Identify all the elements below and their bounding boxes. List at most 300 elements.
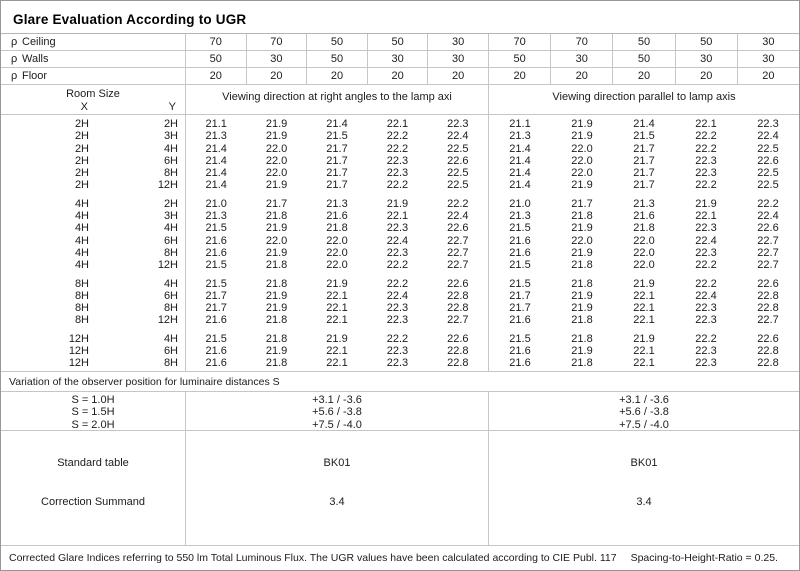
ugr-value: 22.5	[447, 179, 469, 192]
reflectance-row-label	[1, 51, 185, 67]
room-size-row	[1, 259, 185, 271]
room-size-row	[1, 290, 185, 302]
ugr-value: 21.6	[509, 357, 531, 370]
ugr-value: 22.8	[447, 289, 469, 302]
ugr-value: 21.4	[326, 118, 348, 130]
ugr-value: 22.0	[571, 154, 593, 167]
reflectance-values-left	[185, 51, 488, 67]
ugr-value: 21.6	[205, 345, 227, 358]
column-header-band	[1, 85, 799, 115]
ugr-value: 22.8	[447, 302, 469, 315]
s-correction-left-panel	[185, 392, 488, 430]
room-y-value: 8H	[163, 246, 178, 259]
ugr-value: 21.4	[205, 179, 227, 192]
ugr-value: 22.6	[447, 277, 469, 290]
ugr-values-row-right	[489, 333, 799, 345]
ugr-values-row-left	[186, 198, 488, 210]
room-x-value: 2H	[74, 130, 89, 143]
rho-symbol: ρ	[11, 36, 18, 48]
reflectance-values-right	[488, 34, 799, 50]
ugr-value: 21.6	[205, 357, 227, 370]
ugr-values-row-right	[489, 222, 799, 234]
ugr-value: 21.7	[509, 302, 531, 315]
reflectance-values-left	[185, 68, 488, 84]
room-size-row	[1, 235, 185, 247]
room-size-header	[1, 85, 185, 114]
ugr-value: 22.8	[757, 345, 779, 358]
ugr-value: 21.8	[326, 222, 348, 235]
reflectance-value-cell: 50	[367, 34, 428, 50]
ugr-value: 21.1	[205, 118, 227, 130]
ugr-value: 22.6	[757, 154, 779, 167]
ugr-value: 22.8	[447, 357, 469, 370]
ugr-value: 22.6	[447, 332, 469, 345]
reflectance-value-cell: 30	[427, 51, 488, 67]
room-x-value: 4H	[74, 246, 89, 259]
ugr-value: 21.8	[265, 314, 288, 327]
ugr-value: 22.1	[695, 118, 717, 130]
ugr-value: 22.7	[447, 234, 469, 247]
ugr-value: 22.0	[326, 234, 348, 247]
reflectance-value-cell: 20	[737, 68, 799, 84]
ugr-value: 22.2	[447, 197, 469, 210]
ugr-values-row-right	[489, 314, 799, 326]
ugr-value: 21.4	[509, 154, 531, 167]
reflectance-value-cell: 20	[427, 68, 488, 84]
ugr-values-row-left	[186, 155, 488, 167]
reflectance-value-cell: 50	[675, 34, 737, 50]
ugr-value: 22.4	[695, 234, 717, 247]
ugr-value: 22.2	[386, 142, 409, 155]
ugr-value: 22.3	[386, 246, 409, 259]
ugr-value: 22.6	[757, 277, 779, 290]
room-x-value: 8H	[74, 314, 89, 327]
footer-band	[1, 546, 799, 570]
summary-value-left: 3.4	[329, 496, 345, 508]
ugr-value: 22.4	[757, 130, 779, 143]
ugr-value: 21.6	[633, 210, 655, 223]
s-distance-label: S = 1.0H	[71, 394, 115, 406]
ugr-value: 22.1	[386, 118, 409, 130]
room-y-value: 12H	[157, 259, 178, 272]
reflectance-row-label	[1, 34, 185, 50]
ugr-value: 21.9	[265, 222, 288, 235]
room-size-label: Room Size	[66, 88, 120, 100]
ugr-value: 22.2	[695, 277, 717, 290]
ugr-value: 22.1	[633, 302, 655, 315]
room-size-row	[1, 179, 185, 191]
ugr-values-row-right	[489, 198, 799, 210]
reflectance-value-cell: 30	[246, 51, 307, 67]
title-band	[1, 1, 799, 34]
ugr-value: 21.9	[571, 179, 593, 192]
room-y-value: 12H	[157, 314, 178, 327]
ugr-value: 22.1	[326, 302, 348, 315]
ugr-value: 21.5	[509, 222, 531, 235]
ugr-value: 21.8	[265, 277, 288, 290]
ugr-values-row-left	[186, 259, 488, 271]
ugr-value: 22.6	[757, 222, 779, 235]
room-y-value: 12H	[157, 179, 178, 192]
ugr-value: 21.3	[326, 197, 348, 210]
s-distance-label: S = 2.0H	[71, 418, 115, 431]
ugr-values-row-right	[489, 210, 799, 222]
ugr-value: 21.7	[326, 179, 348, 192]
ugr-value: 22.4	[447, 130, 469, 143]
ugr-value: 22.2	[757, 197, 779, 210]
reflectance-value-cell: 70	[488, 34, 550, 50]
room-x-value: 2H	[74, 154, 89, 167]
ugr-value: 22.3	[695, 246, 717, 259]
ugr-value: 22.0	[265, 154, 288, 167]
ugr-value: 21.9	[571, 222, 593, 235]
ugr-value: 22.7	[447, 314, 469, 327]
room-y-value: 2H	[163, 197, 178, 210]
ugr-value: 22.3	[386, 314, 409, 327]
ugr-value: 21.5	[326, 130, 348, 143]
ugr-value: 21.5	[205, 222, 227, 235]
room-size-row	[1, 314, 185, 326]
ugr-value: 21.3	[509, 210, 531, 223]
ugr-value: 22.0	[326, 259, 348, 272]
reflectance-values-right	[488, 51, 799, 67]
ugr-values-row-left	[186, 143, 488, 155]
ugr-value: 21.8	[265, 332, 288, 345]
room-y-value: 4H	[163, 277, 178, 290]
room-y-value: 3H	[163, 210, 178, 223]
room-size-row	[1, 167, 185, 179]
ugr-values-row-right	[489, 179, 799, 191]
ugr-value: 22.8	[757, 289, 779, 302]
ugr-values-row-left	[186, 130, 488, 142]
variation-band: Variation of the observer position for luminaire distances S	[1, 372, 799, 392]
ugr-value: 21.9	[571, 302, 593, 315]
ugr-value: 21.3	[633, 197, 655, 210]
ugr-value: 22.2	[695, 332, 717, 345]
reflectance-value-cell: 30	[427, 34, 488, 50]
room-size-row	[1, 247, 185, 259]
s-distance-label: S = 1.5H	[71, 406, 115, 419]
ugr-value: 22.2	[386, 332, 409, 345]
ugr-value: 21.5	[205, 332, 227, 345]
reflectance-row	[1, 34, 799, 51]
ugr-value: 22.1	[326, 345, 348, 358]
ugr-value: 22.0	[633, 234, 655, 247]
ugr-value: 22.1	[633, 289, 655, 302]
ugr-value: 22.4	[386, 289, 409, 302]
reflectance-value-cell: 30	[737, 51, 799, 67]
ugr-value: 22.0	[265, 234, 288, 247]
reflectance-values-right	[488, 68, 799, 84]
reflectance-value-cell: 70	[185, 34, 246, 50]
ugr-value: 21.4	[509, 142, 531, 155]
s-correction-left: +5.6 / -3.8	[312, 406, 362, 419]
ugr-value: 22.3	[386, 345, 409, 358]
reflectance-value-cell: 20	[367, 68, 428, 84]
ugr-values-row-left	[186, 278, 488, 290]
ugr-value: 22.3	[695, 222, 717, 235]
ugr-value: 21.9	[571, 130, 593, 143]
room-size-row	[1, 130, 185, 142]
s-correction-right-panel	[488, 392, 799, 430]
ugr-value: 21.9	[265, 118, 288, 130]
room-size-row	[1, 222, 185, 234]
ugr-value: 21.7	[265, 197, 288, 210]
reflectance-table	[1, 34, 799, 85]
reflectance-value-cell: 20	[185, 68, 246, 84]
ugr-value: 21.7	[326, 154, 348, 167]
ugr-value: 21.6	[509, 314, 531, 327]
room-x-value: 4H	[74, 197, 89, 210]
ugr-value: 21.9	[265, 345, 288, 358]
reflectance-surface-label: Ceiling	[22, 36, 56, 48]
ugr-value: 21.9	[326, 277, 348, 290]
ugr-value: 21.9	[326, 332, 348, 345]
room-size-column	[1, 115, 185, 371]
ugr-value: 22.3	[695, 167, 717, 180]
ugr-value: 21.7	[326, 142, 348, 155]
reflectance-value-cell: 20	[612, 68, 674, 84]
ugr-values-row-right	[489, 247, 799, 259]
ugr-value: 21.4	[205, 167, 227, 180]
ugr-value: 21.3	[205, 130, 227, 143]
ugr-values-row-right	[489, 290, 799, 302]
reflectance-value-cell: 50	[306, 34, 367, 50]
ugr-value: 22.7	[757, 314, 779, 327]
ugr-value: 21.9	[265, 179, 288, 192]
ugr-value: 22.2	[695, 179, 717, 192]
ugr-value: 21.5	[205, 259, 227, 272]
x-column-label: X	[80, 101, 88, 113]
s-correction-left: +3.1 / -3.6	[312, 394, 362, 406]
ugr-value: 21.9	[571, 345, 593, 358]
ugr-value: 21.7	[205, 302, 227, 315]
ugr-value: 22.4	[757, 210, 779, 223]
ugr-values-row-left	[186, 210, 488, 222]
room-size-row	[1, 357, 185, 369]
room-size-row	[1, 143, 185, 155]
room-y-value: 6H	[163, 154, 178, 167]
room-x-value: 2H	[74, 142, 89, 155]
ugr-values-row-left	[186, 333, 488, 345]
right-angles-header: Viewing direction at right angles to the lamp axi	[185, 85, 488, 114]
room-x-value: 4H	[74, 234, 89, 247]
ugr-value: 21.6	[326, 210, 348, 223]
ugr-value: 22.8	[757, 302, 779, 315]
footer-spacing-ratio: Spacing-to-Height-Ratio = 0.25.	[630, 552, 778, 564]
ugr-values-row-right	[489, 155, 799, 167]
reflectance-value-cell: 30	[737, 34, 799, 50]
ugr-value: 22.3	[386, 222, 409, 235]
parallel-values-panel	[488, 115, 799, 371]
y-column-label: Y	[168, 101, 176, 113]
reflectance-value-cell: 70	[550, 34, 612, 50]
rho-symbol: ρ	[11, 53, 18, 65]
room-x-value: 4H	[74, 210, 89, 223]
parallel-header: Viewing direction parallel to lamp axis	[488, 85, 799, 114]
reflectance-value-cell: 20	[488, 68, 550, 84]
ugr-value: 22.5	[447, 167, 469, 180]
reflectance-value-cell: 30	[367, 51, 428, 67]
ugr-value: 22.3	[386, 154, 409, 167]
ugr-value: 22.2	[386, 179, 409, 192]
ugr-value: 22.1	[386, 210, 409, 223]
reflectance-row	[1, 51, 799, 68]
ugr-value: 21.3	[509, 130, 531, 143]
ugr-value: 21.9	[265, 130, 288, 143]
ugr-value: 22.5	[447, 142, 469, 155]
reflectance-value-cell: 50	[488, 51, 550, 67]
room-x-value: 4H	[74, 222, 89, 235]
ugr-value: 21.7	[509, 289, 531, 302]
ugr-value: 22.3	[386, 357, 409, 370]
s-correction-right: +7.5 / -4.0	[619, 418, 669, 431]
ugr-value: 22.6	[447, 154, 469, 167]
room-y-value: 2H	[163, 118, 178, 130]
ugr-value: 21.4	[205, 142, 227, 155]
reflectance-value-cell: 20	[246, 68, 307, 84]
reflectance-value-cell: 70	[246, 34, 307, 50]
ugr-value: 21.9	[633, 332, 655, 345]
ugr-value: 21.5	[509, 332, 531, 345]
ugr-value: 21.8	[265, 259, 288, 272]
xy-header-row	[1, 101, 185, 113]
ugr-value: 22.5	[757, 179, 779, 192]
room-y-value: 8H	[163, 357, 178, 370]
ugr-value: 21.5	[205, 277, 227, 290]
ugr-values-row-left	[186, 345, 488, 357]
s-correction-right: +3.1 / -3.6	[619, 394, 669, 406]
reflectance-value-cell: 30	[550, 51, 612, 67]
ugr-values-row-left	[186, 302, 488, 314]
ugr-value: 21.4	[205, 154, 227, 167]
summary-right-panel	[488, 431, 799, 545]
footer-note: Corrected Glare Indices referring to 550 lm Total Luminous Flux. The UGR values have been calculated according to CIE Publ. 117	[9, 552, 617, 564]
ugr-value: 21.6	[205, 234, 227, 247]
reflectance-value-cell: 50	[306, 51, 367, 67]
room-y-value: 4H	[163, 142, 178, 155]
ugr-value: 22.7	[757, 246, 779, 259]
ugr-value: 22.5	[757, 142, 779, 155]
reflectance-value-cell: 50	[612, 51, 674, 67]
ugr-value: 22.0	[571, 167, 593, 180]
ugr-value: 22.0	[571, 142, 593, 155]
ugr-data-band	[1, 115, 799, 372]
ugr-value: 22.0	[265, 167, 288, 180]
room-x-value: 2H	[74, 179, 89, 192]
room-size-row	[1, 333, 185, 345]
ugr-values-row-left	[186, 118, 488, 130]
ugr-values-row-left	[186, 314, 488, 326]
ugr-value: 21.0	[509, 197, 531, 210]
ugr-value: 22.1	[633, 357, 655, 370]
ugr-values-row-left	[186, 290, 488, 302]
ugr-values-row-right	[489, 259, 799, 271]
ugr-value: 21.9	[633, 277, 655, 290]
reflectance-value-cell: 20	[675, 68, 737, 84]
reflectance-surface-label: Floor	[22, 70, 48, 82]
ugr-value: 21.9	[265, 289, 288, 302]
room-size-row	[1, 198, 185, 210]
rho-symbol: ρ	[11, 70, 18, 82]
ugr-value: 21.7	[326, 167, 348, 180]
reflectance-row-label	[1, 68, 185, 84]
reflectance-surface-label: Walls	[22, 53, 49, 65]
room-x-value: 8H	[74, 289, 89, 302]
summary-band	[1, 431, 799, 546]
ugr-value: 22.4	[695, 289, 717, 302]
ugr-value: 22.1	[633, 314, 655, 327]
ugr-value: 22.3	[386, 302, 409, 315]
reflectance-values-left	[185, 34, 488, 50]
ugr-value: 22.3	[695, 345, 717, 358]
ugr-value: 21.8	[633, 222, 655, 235]
ugr-value: 21.8	[571, 314, 593, 327]
ugr-values-row-right	[489, 302, 799, 314]
ugr-value: 22.3	[695, 154, 717, 167]
reflectance-value-cell: 30	[675, 51, 737, 67]
room-y-value: 4H	[163, 222, 178, 235]
ugr-value: 21.0	[205, 197, 227, 210]
ugr-value: 22.1	[326, 314, 348, 327]
ugr-value: 22.3	[695, 314, 717, 327]
ugr-value: 22.7	[447, 246, 469, 259]
ugr-value: 21.6	[509, 234, 531, 247]
ugr-value: 21.7	[571, 197, 593, 210]
ugr-value: 22.1	[326, 357, 348, 370]
ugr-value: 22.3	[695, 357, 717, 370]
ugr-value: 21.7	[633, 179, 655, 192]
s-correction-left: +7.5 / -4.0	[312, 418, 362, 431]
ugr-value: 22.1	[695, 210, 717, 223]
room-x-value: 8H	[74, 302, 89, 315]
room-x-value: 4H	[74, 259, 89, 272]
ugr-values-row-left	[186, 235, 488, 247]
ugr-value: 22.2	[386, 277, 409, 290]
ugr-value: 21.8	[571, 259, 593, 272]
ugr-values-row-left	[186, 357, 488, 369]
ugr-value: 21.6	[205, 314, 227, 327]
ugr-values-row-right	[489, 130, 799, 142]
room-x-value: 12H	[68, 357, 89, 370]
ugr-value: 21.8	[265, 357, 288, 370]
ugr-value: 21.9	[571, 246, 593, 259]
ugr-value: 21.8	[571, 357, 593, 370]
reflectance-value-cell: 20	[306, 68, 367, 84]
summary-label: Standard table	[57, 457, 129, 469]
ugr-value: 22.8	[757, 357, 779, 370]
room-y-value: 6H	[163, 234, 178, 247]
ugr-value: 21.8	[571, 277, 593, 290]
ugr-value: 22.7	[447, 259, 469, 272]
ugr-value: 21.4	[509, 167, 531, 180]
ugr-value: 22.0	[633, 246, 655, 259]
ugr-value: 22.0	[326, 246, 348, 259]
ugr-value: 21.5	[633, 130, 655, 143]
reflectance-value-cell: 50	[185, 51, 246, 67]
ugr-value: 22.7	[757, 234, 779, 247]
reflectance-value-cell: 20	[550, 68, 612, 84]
ugr-values-row-left	[186, 179, 488, 191]
room-x-value: 2H	[74, 118, 89, 130]
summary-value-right: 3.4	[636, 496, 652, 508]
ugr-values-row-right	[489, 278, 799, 290]
ugr-value: 22.3	[447, 118, 469, 130]
ugr-value: 22.4	[447, 210, 469, 223]
ugr-value: 22.1	[633, 345, 655, 358]
right-angles-values-panel	[185, 115, 488, 371]
ugr-value: 22.0	[571, 234, 593, 247]
